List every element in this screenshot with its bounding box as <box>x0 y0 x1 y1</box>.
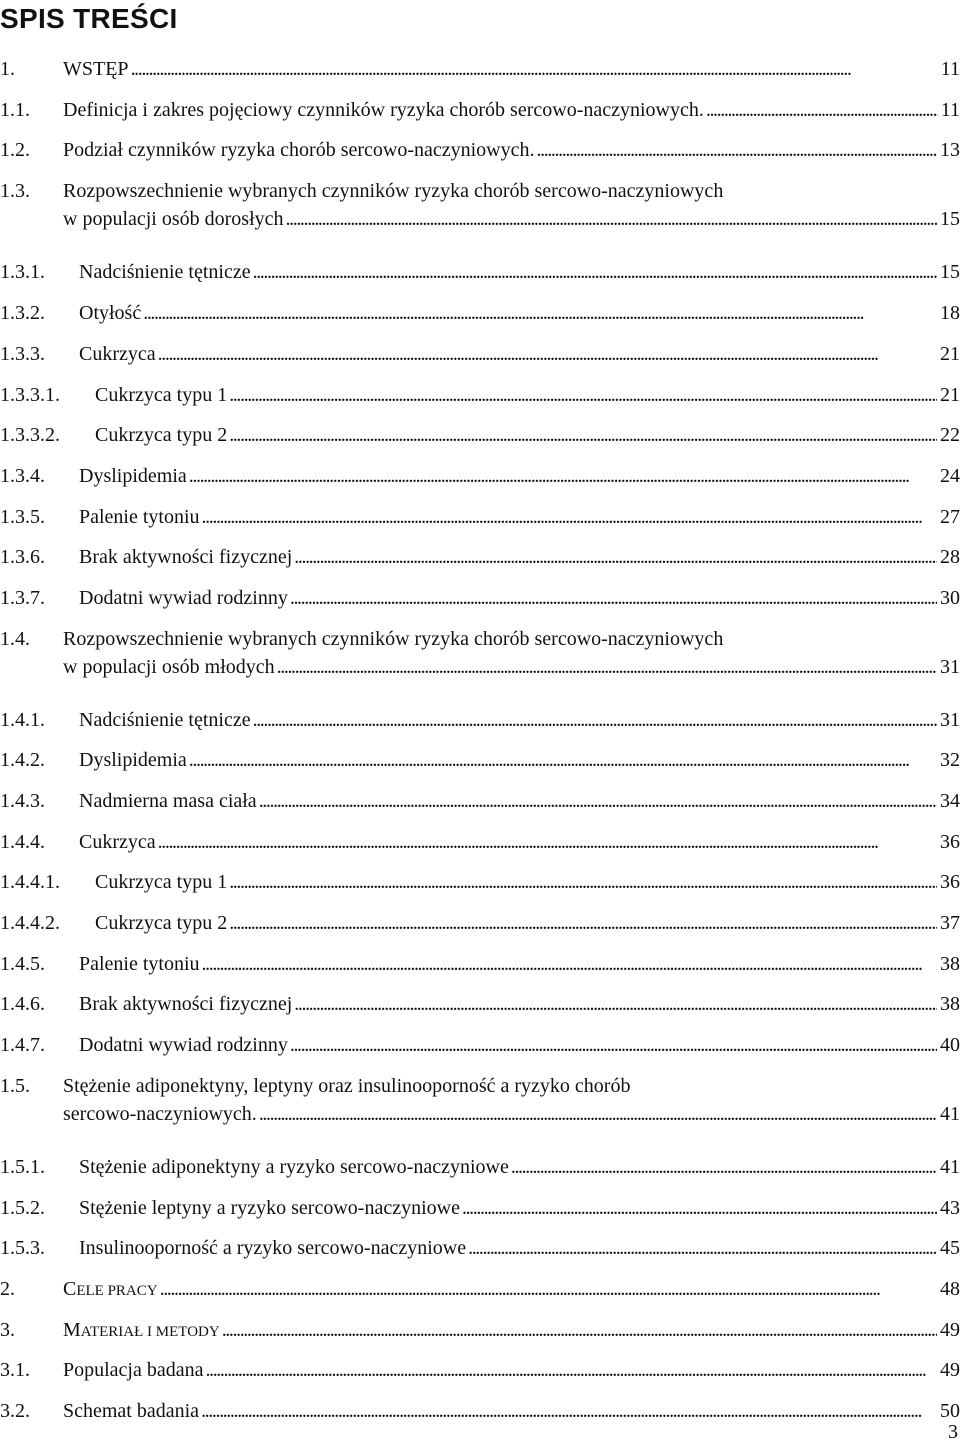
toc-entry-page: 31 <box>940 709 960 731</box>
toc-entry-number: 1.5. <box>0 1075 30 1097</box>
toc-dot-leader <box>131 55 938 83</box>
toc-entry-title: Brak aktywności fizycznej <box>79 546 293 568</box>
toc-entry-page: 45 <box>940 1237 960 1259</box>
toc-dot-leader <box>229 909 937 937</box>
toc-dot-leader <box>206 1356 938 1384</box>
toc-entry-page: 21 <box>940 384 960 406</box>
toc-entry-title: Dyslipidemia <box>79 749 187 771</box>
toc-entry-page: 50 <box>940 1400 960 1422</box>
toc-entry-title: Palenie tytoniu <box>79 953 200 975</box>
toc-dot-leader <box>143 299 937 327</box>
toc-entry-number: 1.4.7. <box>0 1034 45 1056</box>
toc-entry-title-line: Rozpowszechnienie wybranych czynników ryzyka chorób sercowo-naczyniowych <box>63 180 724 202</box>
toc-dot-leader <box>511 1153 937 1181</box>
toc-dot-leader <box>294 543 937 571</box>
toc-dot-leader <box>468 1234 937 1262</box>
toc-entry-title: Dyslipidemia <box>79 465 187 487</box>
toc-dot-leader <box>462 1194 937 1222</box>
toc-entry-title: Schemat badania <box>63 1400 200 1422</box>
toc-entry-number: 1.4.5. <box>0 953 45 975</box>
toc-entry-number: 1.3.3.2. <box>0 424 60 446</box>
toc-entry-page: 36 <box>940 831 960 853</box>
toc-entry-title: Otyłość <box>79 302 142 324</box>
toc-entry-page: 38 <box>940 993 960 1015</box>
toc-entry-number: 1.4.4.1. <box>0 871 60 893</box>
toc-dot-leader <box>290 1031 937 1059</box>
toc-dot-leader <box>537 136 937 164</box>
toc-entry-title-line: Stężenie adiponektyny, leptyny oraz insulinooporność a ryzyko chorób <box>63 1075 631 1097</box>
toc-dot-leader <box>229 381 937 409</box>
toc-entry-number: 3.2. <box>0 1400 30 1422</box>
toc-entry-number: 1.4.1. <box>0 709 45 731</box>
toc-entry-page: 49 <box>940 1319 960 1341</box>
toc-dot-leader <box>259 787 937 815</box>
toc-entry-title: Stężenie leptyny a ryzyko sercowo-naczyniowe <box>79 1197 460 1219</box>
toc-entry-title: Stężenie adiponektyny a ryzyko sercowo-naczyniowe <box>79 1156 509 1178</box>
toc-entry-title: Dodatni wywiad rodzinny <box>79 587 288 609</box>
toc-entry-title: Nadciśnienie tętnicze <box>79 709 251 731</box>
toc-entry-title: Cukrzyca <box>79 831 156 853</box>
toc-dot-leader <box>202 950 937 978</box>
toc-entry-title: MATERIAŁ I METODY <box>63 1319 220 1341</box>
toc-entry-number: 1.5.3. <box>0 1237 45 1259</box>
toc-entry-number: 1.4.2. <box>0 749 45 771</box>
page-number: 3 <box>948 1421 958 1443</box>
toc-entry-page: 40 <box>940 1034 960 1056</box>
toc-entry-number: 1.3. <box>0 180 30 202</box>
toc-entry-number: 1.3.7. <box>0 587 45 609</box>
toc-entry-number: 3.1. <box>0 1359 30 1381</box>
toc-entry-page: 41 <box>940 1156 960 1178</box>
toc-entry-page: 21 <box>940 343 960 365</box>
toc-entry-number: 1.3.3. <box>0 343 45 365</box>
toc-entry-page: 30 <box>940 587 960 609</box>
toc-entry-title: WSTĘP <box>63 58 129 80</box>
toc-entry-page: 31 <box>940 656 960 678</box>
toc-entry-page: 28 <box>940 546 960 568</box>
toc-entry-page: 15 <box>940 261 960 283</box>
toc-entry-title: w populacji osób dorosłych <box>63 208 284 230</box>
toc-entry-title: Cukrzyca typu 1 <box>95 871 228 893</box>
toc-entry-number: 1. <box>0 58 15 80</box>
toc-entry-page: 22 <box>940 424 960 446</box>
toc-entry-number: 1.2. <box>0 139 30 161</box>
toc-dot-leader <box>229 421 937 449</box>
toc-entry-number: 1.3.1. <box>0 261 45 283</box>
toc-entry-title: CELE PRACY <box>63 1278 158 1300</box>
toc-entry-title: Insulinooporność a ryzyko sercowo-naczyniowe <box>79 1237 467 1259</box>
toc-entry-title: w populacji osób młodych <box>63 656 275 678</box>
toc-dot-leader <box>286 205 937 233</box>
toc-entry-number: 2. <box>0 1278 15 1300</box>
toc-entry-page: 27 <box>940 506 960 528</box>
toc-entry-page: 43 <box>940 1197 960 1219</box>
toc-dot-leader <box>201 1397 937 1425</box>
toc-entry-page: 48 <box>940 1278 960 1300</box>
toc-entry-number: 1.4.4.2. <box>0 912 60 934</box>
toc-entry-title: Podział czynników ryzyka chorób sercowo-naczyniowych. <box>63 139 535 161</box>
toc-title: SPIS TREŚCI <box>0 3 178 34</box>
toc-entry-number: 1.3.5. <box>0 506 45 528</box>
toc-entry-title: Populacja badana <box>63 1359 204 1381</box>
toc-dot-leader <box>189 746 937 774</box>
toc-dot-leader <box>222 1316 937 1344</box>
toc-entry-page: 11 <box>940 58 960 80</box>
toc-dot-leader <box>259 1100 937 1128</box>
toc-entry-number: 1.4.4. <box>0 831 45 853</box>
toc-dot-leader <box>158 340 937 368</box>
toc-entry-page: 34 <box>940 790 960 812</box>
toc-entry-page: 11 <box>940 99 960 121</box>
toc-dot-leader <box>294 990 937 1018</box>
toc-entry-number: 1.3.6. <box>0 546 45 568</box>
toc-dot-leader <box>158 828 937 856</box>
toc-entry-title: Palenie tytoniu <box>79 506 200 528</box>
toc-entry-title: Nadmierna masa ciała <box>79 790 257 812</box>
toc-entry-number: 3. <box>0 1319 15 1341</box>
toc-entry-title: Definicja i zakres pojęciowy czynników ryzyka chorób sercowo-naczyniowych. <box>63 99 704 121</box>
toc-entry-page: 36 <box>940 871 960 893</box>
toc-entry-number: 1.4.3. <box>0 790 45 812</box>
toc-entry-page: 24 <box>940 465 960 487</box>
toc-entry-title: Dodatni wywiad rodzinny <box>79 1034 288 1056</box>
toc-entry-title: Cukrzyca typu 2 <box>95 912 228 934</box>
toc-entry-page: 18 <box>940 302 960 324</box>
toc-entry-title: Nadciśnienie tętnicze <box>79 261 251 283</box>
toc-entry-number: 1.4.6. <box>0 993 45 1015</box>
toc-entry-number: 1.3.4. <box>0 465 45 487</box>
toc-entry-title: sercowo-naczyniowych. <box>63 1103 257 1125</box>
toc-dot-leader <box>202 503 937 531</box>
toc-entry-number: 1.3.3.1. <box>0 384 60 406</box>
toc-dot-leader <box>277 653 937 681</box>
toc-entry-title-line: Rozpowszechnienie wybranych czynników ryzyka chorób sercowo-naczyniowych <box>63 628 724 650</box>
toc-entry-page: 37 <box>940 912 960 934</box>
toc-entry-title: Brak aktywności fizycznej <box>79 993 293 1015</box>
toc-dot-leader <box>253 706 937 734</box>
toc-dot-leader <box>706 96 938 124</box>
toc-dot-leader <box>253 258 937 286</box>
toc-entry-title: Cukrzyca <box>79 343 156 365</box>
toc-dot-leader <box>160 1275 937 1303</box>
toc-entry-page: 32 <box>940 749 960 771</box>
toc-entry-page: 15 <box>940 208 960 230</box>
toc-entry-page: 41 <box>940 1103 960 1125</box>
toc-entry-title: Cukrzyca typu 1 <box>95 384 228 406</box>
toc-entry-page: 13 <box>940 139 960 161</box>
toc-entry-number: 1.5.2. <box>0 1197 45 1219</box>
toc-dot-leader <box>290 584 937 612</box>
toc-dot-leader <box>189 462 937 490</box>
toc-entry-number: 1.3.2. <box>0 302 45 324</box>
toc-entry-page: 38 <box>940 953 960 975</box>
toc-entry-title: Cukrzyca typu 2 <box>95 424 228 446</box>
toc-dot-leader <box>229 868 937 896</box>
toc-entry-number: 1.4. <box>0 628 30 650</box>
toc-entry-number: 1.1. <box>0 99 30 121</box>
toc-entry-number: 1.5.1. <box>0 1156 45 1178</box>
toc-entry-page: 49 <box>940 1359 960 1381</box>
